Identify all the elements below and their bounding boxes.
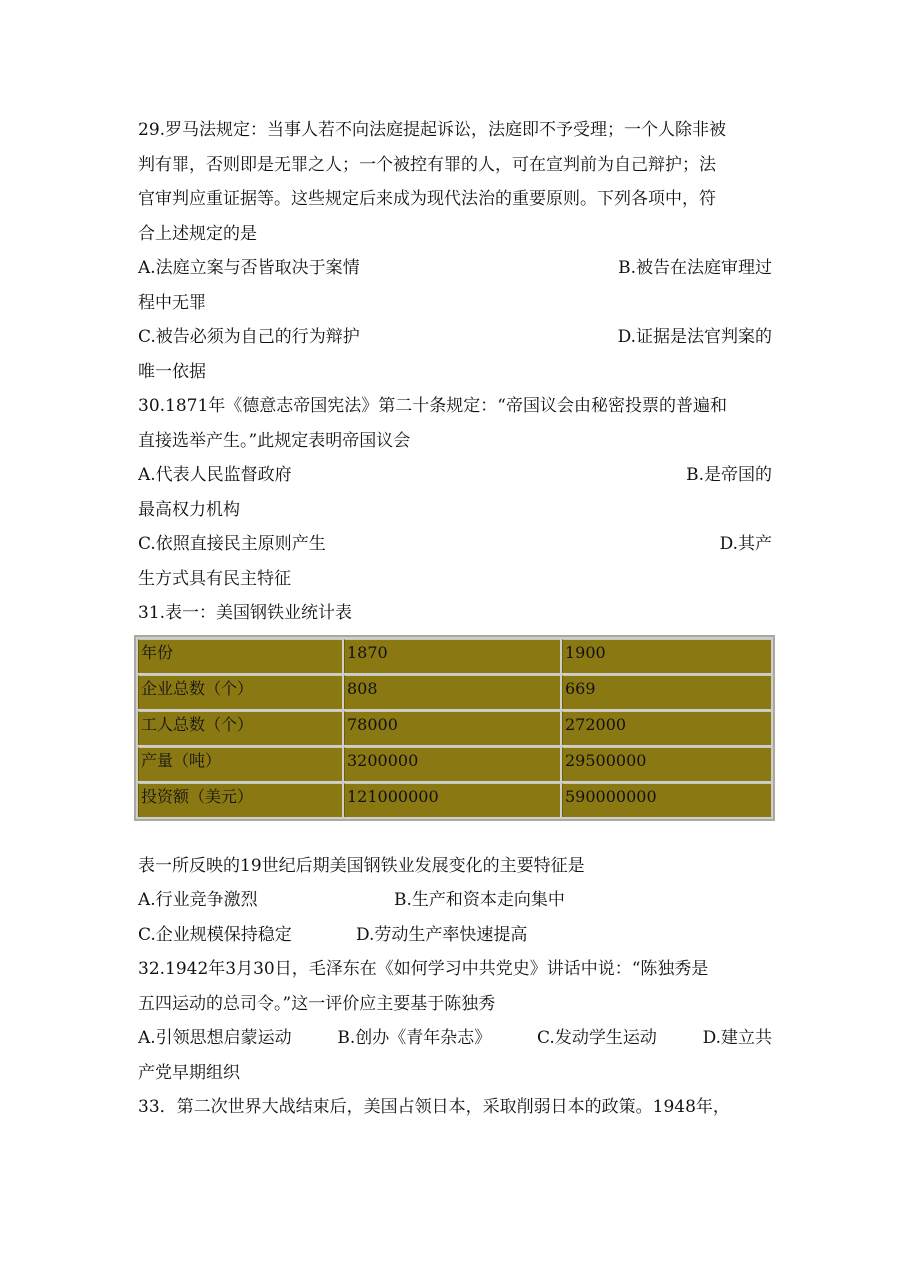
question-30 (138, 389, 772, 596)
option-b[interactable]: B.是帝国的 (686, 465, 772, 485)
question-33 (138, 1090, 772, 1125)
table-cell: 669 (562, 675, 771, 709)
option-d-continued: 唯一依据 (138, 361, 206, 382)
table-cell: 年份 (138, 639, 342, 673)
option-d[interactable]: D.建立共 (702, 1028, 772, 1048)
table-cell: 产量（吨） (138, 747, 342, 781)
table-row (138, 783, 771, 817)
question-29 (138, 113, 772, 389)
option-c[interactable]: C.发动学生运动 (537, 1028, 657, 1048)
question-30-options-ab (138, 458, 772, 493)
table-cell: 1870 (344, 639, 560, 673)
option-d[interactable]: D.证据是法官判案的 (617, 327, 772, 347)
table-row (138, 639, 771, 673)
option-d-continued: 产党早期组织 (138, 1062, 240, 1083)
option-a[interactable]: A.代表人民监督政府 (138, 465, 292, 485)
option-a[interactable]: A.行业竞争激烈 (138, 890, 258, 910)
table-cell: 808 (344, 675, 560, 709)
table-cell: 29500000 (562, 747, 771, 781)
exam-content (138, 113, 772, 1125)
option-b-continued: 程中无罪 (138, 292, 206, 313)
question-32-stem-line: 32.1942年3月30日，毛泽东在《如何学习中共党史》讲话中说：“陈独秀是 (138, 959, 709, 979)
question-30-stem-line: 30.1871年《德意志帝国宪法》第二十条规定：“帝国议会由秘密投票的普遍和 (138, 396, 727, 416)
table-cell: 272000 (562, 711, 771, 745)
steel-statistics-table (134, 635, 775, 821)
option-b[interactable]: B.生产和资本走向集中 (394, 890, 565, 910)
question-30-options-cd (138, 527, 772, 562)
option-a[interactable]: A.引领思想启蒙运动 (138, 1028, 292, 1048)
table-cell: 1900 (562, 639, 771, 673)
option-d-continued: 生方式具有民主特征 (138, 568, 291, 589)
question-32-stem-line: 五四运动的总司令。”这一评价应主要基于陈独秀 (138, 993, 496, 1014)
option-b[interactable]: B.创办《青年杂志》 (337, 1028, 492, 1048)
question-31-options-ab (138, 883, 772, 918)
table-row (138, 711, 771, 745)
question-31-options-cd (138, 918, 772, 953)
table-cell: 121000000 (344, 783, 560, 817)
option-c[interactable]: C.企业规模保持稳定 (138, 924, 292, 945)
question-29-stem-line: 官审判应重证据等。这些规定后来成为现代法治的重要原则。下列各项中，符 (138, 189, 716, 209)
question-29-options-ab (138, 251, 772, 286)
question-29-stem-line: 合上述规定的是 (138, 223, 257, 244)
question-33-stem-line: 33．第二次世界大战结束后，美国占领日本，采取削弱日本的政策。1948年， (138, 1097, 730, 1117)
question-31-stem: 表一所反映的19世纪后期美国钢铁业发展变化的主要特征是 (138, 855, 585, 876)
table-row (138, 747, 771, 781)
table-cell: 投资额（美元） (138, 783, 342, 817)
question-29-stem-line: 29.罗马法规定：当事人若不向法庭提起诉讼，法庭即不予受理；一个人除非被 (138, 120, 727, 140)
question-32-options (138, 1021, 772, 1056)
steel-statistics-table-wrap (134, 635, 772, 821)
option-c[interactable]: C.被告必须为自己的行为辩护 (138, 327, 360, 347)
question-31 (138, 596, 772, 952)
table-cell: 3200000 (344, 747, 560, 781)
option-d[interactable]: D.劳动生产率快速提高 (356, 924, 528, 945)
option-b[interactable]: B.被告在法庭审理过 (618, 258, 772, 278)
table-cell: 工人总数（个） (138, 711, 342, 745)
table-row (138, 675, 771, 709)
question-32 (138, 952, 772, 1090)
option-a[interactable]: A.法庭立案与否皆取决于案情 (138, 258, 360, 278)
option-c[interactable]: C.依照直接民主原则产生 (138, 534, 326, 554)
table-cell: 78000 (344, 711, 560, 745)
question-29-options-cd (138, 320, 772, 355)
option-d[interactable]: D.其产 (719, 534, 772, 554)
table-cell: 企业总数（个） (138, 675, 342, 709)
option-b-continued: 最高权力机构 (138, 499, 240, 520)
question-30-stem-line: 直接选举产生。”此规定表明帝国议会 (138, 430, 411, 451)
table-caption: 31.表一：美国钢铁业统计表 (138, 603, 353, 623)
table-cell: 590000000 (562, 783, 771, 817)
question-29-stem-line: 判有罪，否则即是无罪之人；一个被控有罪的人，可在宣判前为自己辩护；法 (138, 154, 716, 175)
